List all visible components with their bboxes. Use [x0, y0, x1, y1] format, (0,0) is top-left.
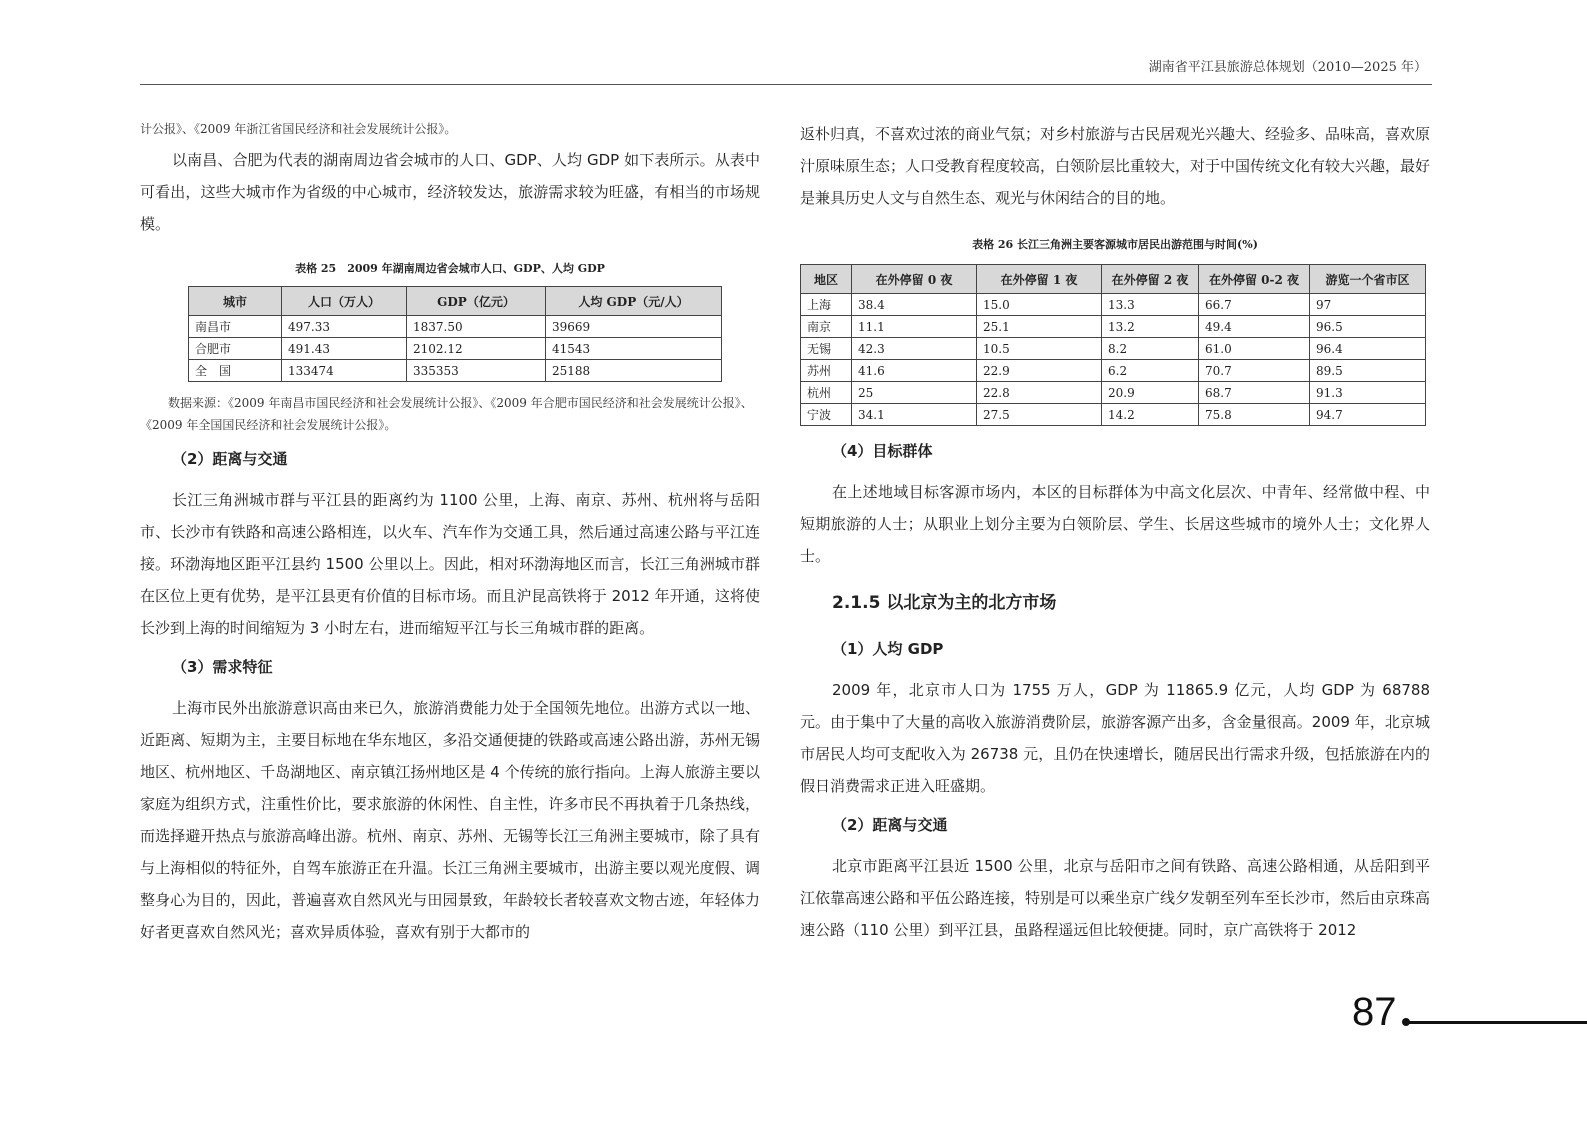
table26-header-0-night: 在外停留 0 夜 — [852, 265, 977, 294]
table-cell: 39669 — [546, 316, 722, 338]
table-cell: 合肥市 — [189, 338, 282, 360]
table-row — [189, 360, 722, 382]
table-cell: 42.3 — [852, 338, 977, 360]
table-cell: 15.0 — [977, 294, 1102, 316]
table-cell: 10.5 — [977, 338, 1102, 360]
section-heading-northern-market: 2.1.5 以北京为主的北方市场 — [832, 593, 1057, 613]
table-cell: 8.2 — [1102, 338, 1199, 360]
page-number-rule — [1406, 1021, 1587, 1024]
table-cell: 全 国 — [189, 360, 282, 382]
table26-header-row — [801, 265, 1426, 294]
data-source-note: 数据来源：《2009 年南昌市国民经济和社会发展统计公报》、《2009 年合肥市国民经济和社会发展统计公报》、《2009 年全国国民经济和社会发展统计公报》。 — [140, 396, 753, 432]
table-row — [189, 316, 722, 338]
table26-header-region: 地区 — [801, 265, 852, 294]
table-cell: 68.7 — [1199, 382, 1310, 404]
table-row — [801, 360, 1426, 382]
paragraph-beijing-gdp: 2009 年，北京市人口为 1755 万人，GDP 为 11865.9 亿元，人均 GDP 为 68788 元。由于集中了大量的高收入旅游消费阶层，旅游客源产出多，含金量很高。2009 年，北京城市居民人均可支配收入为 26738 元，且仍在快速增长，随居民出行需求升级，包括旅游在内的假日消费需求正进入旺盛期。 — [800, 681, 1430, 795]
table-cell: 南京 — [801, 316, 852, 338]
table-cell: 41.6 — [852, 360, 977, 382]
table-cell: 6.2 — [1102, 360, 1199, 382]
table25-header-population: 人口（万人） — [282, 287, 407, 316]
table-cell: 49.4 — [1199, 316, 1310, 338]
table-row — [801, 382, 1426, 404]
table-cell: 34.1 — [852, 404, 977, 426]
table-cell: 89.5 — [1310, 360, 1426, 382]
table-cell: 91.3 — [1310, 382, 1426, 404]
table26-header-0-2-night: 在外停留 0-2 夜 — [1199, 265, 1310, 294]
table25-caption: 表格 25 2009 年湖南周边省会城市人口、GDP、人均 GDP — [295, 262, 605, 275]
table-cell: 66.7 — [1199, 294, 1310, 316]
table25-header-city: 城市 — [189, 287, 282, 316]
table-cell: 上海 — [801, 294, 852, 316]
table-cell: 1837.50 — [407, 316, 546, 338]
table26-header-one-province: 游览一个省市区 — [1310, 265, 1426, 294]
paragraph-continued: 返朴归真，不喜欢过浓的商业气氛；对乡村旅游与古民居观光兴趣大、经验多、品味高，喜欢原汁原味原生态；人口受教育程度较高，白领阶层比重较大，对于中国传统文化有较大兴趣，最好是兼具历史人文与自然生态、观光与休闲结合的目的地。 — [800, 125, 1431, 207]
table-cell: 335353 — [407, 360, 546, 382]
table-cell: 13.2 — [1102, 316, 1199, 338]
table-cell: 杭州 — [801, 382, 852, 404]
table25-header-row — [189, 287, 722, 316]
table-cell: 20.9 — [1102, 382, 1199, 404]
table-row — [801, 404, 1426, 426]
table26-caption: 表格 26 长江三角洲主要客源城市居民出游范围与时间(%) — [972, 238, 1258, 251]
table-cell: 75.8 — [1199, 404, 1310, 426]
paragraph-demand: 上海市民外出旅游意识高由来已久，旅游消费能力处于全国领先地位。出游方式以一地、近距离、短期为主，主要目标地在华东地区，多沿交通便捷的铁路或高速公路出游，苏州无锡地区、杭州地区、千岛湖地区、南京镇江扬州地区是 4 个传统的旅行指向。上海人旅游主要以家庭为组织方式，注重性价比，要求旅游的休闲性、自主性，许多市民不再执着于几条热线，而选择避开热点与旅游高峰出游。杭州、南京、苏州、无锡等长江三角洲主要城市，除了具有与上海相似的特征外，自驾车旅游正在升温。长江三角洲主要城市，出游主要以观光度假、调整身心为目的，因此，普遍喜欢自然风光与田园景致，年龄较长者较喜欢文物古迹，年轻体力好者更喜欢自然风光；喜欢异质体验，喜欢有别于大都市的 — [140, 699, 760, 941]
source-continuation: 计公报》、《2009 年浙江省国民经济和社会发展统计公报》。 — [140, 122, 457, 136]
table-row — [801, 294, 1426, 316]
table-cell: 南昌市 — [189, 316, 282, 338]
table-cell: 94.7 — [1310, 404, 1426, 426]
table-cell: 无锡 — [801, 338, 852, 360]
paragraph-distance-beijing: 北京市距离平江县近 1500 公里，北京与岳阳市之间有铁路、高速公路相通，从岳阳到平江依靠高速公路和平伍公路连接，特别是可以乘坐京广线夕发朝至列车至长沙市，然后由京珠高速公路（110 公里）到平江县，虽路程遥远但比较便捷。同时，京广高铁将于 2012 — [800, 857, 1431, 939]
running-header: 湖南省平江县旅游总体规划（2010—2025 年） — [1148, 60, 1427, 75]
heading-distance: （2）距离与交通 — [172, 450, 288, 468]
heading-gdp-per-capita: （1）人均 GDP — [832, 640, 944, 658]
left-column — [140, 118, 760, 948]
table-cell: 38.4 — [852, 294, 977, 316]
table25 — [188, 286, 722, 382]
page-number: 87 — [1352, 990, 1397, 1034]
heading-distance-beijing: （2）距离与交通 — [832, 816, 948, 834]
table-cell: 25 — [852, 382, 977, 404]
table26-header-1-night: 在外停留 1 夜 — [977, 265, 1102, 294]
table-cell: 27.5 — [977, 404, 1102, 426]
paragraph-distance: 长江三角洲城市群与平江县的距离约为 1100 公里，上海、南京、苏州、杭州将与岳阳市、长沙市有铁路和高速公路相连，以火车、汽车作为交通工具，然后通过高速公路与平江连接。环渤海地区距平江县约 1500 公里以上。因此，相对环渤海地区而言，长江三角洲城市群在区位上更有优势，是平江县更有价值的目标市场。而且沪昆高铁将于 2012 年开通，这将使长沙到上海的时间缩短为 3 小时左右，进而缩短平江与长三角城市群的距离。 — [140, 491, 760, 637]
table-cell: 25188 — [546, 360, 722, 382]
table-cell: 97 — [1310, 294, 1426, 316]
heading-demand: （3）需求特征 — [172, 658, 273, 676]
table25-header-gdp-per-capita: 人均 GDP（元/人） — [546, 287, 722, 316]
paragraph-target-group: 在上述地域目标客源市场内，本区的目标群体为中高文化层次、中青年、经常做中程、中短期旅游的人士；从职业上划分主要为白领阶层、学生、长居这些城市的境外人士；文化界人士。 — [800, 483, 1430, 565]
table-cell: 497.33 — [282, 316, 407, 338]
table25-header-gdp: GDP（亿元） — [407, 287, 546, 316]
table-row — [801, 338, 1426, 360]
table-cell: 苏州 — [801, 360, 852, 382]
table-cell: 133474 — [282, 360, 407, 382]
table-cell: 96.4 — [1310, 338, 1426, 360]
table-cell: 宁波 — [801, 404, 852, 426]
table-cell: 13.3 — [1102, 294, 1199, 316]
table26-header-2-night: 在外停留 2 夜 — [1102, 265, 1199, 294]
paragraph-intro: 以南昌、合肥为代表的湖南周边省会城市的人口、GDP、人均 GDP 如下表所示。从表中可看出，这些大城市作为省级的中心城市，经济较发达，旅游需求较为旺盛，有相当的市场规模。 — [140, 151, 760, 233]
table-cell: 22.8 — [977, 382, 1102, 404]
table-cell: 14.2 — [1102, 404, 1199, 426]
table-cell: 2102.12 — [407, 338, 546, 360]
right-column — [800, 118, 1430, 946]
heading-target-group: （4）目标群体 — [832, 442, 933, 460]
table-cell: 22.9 — [977, 360, 1102, 382]
table-cell: 11.1 — [852, 316, 977, 338]
table-cell: 96.5 — [1310, 316, 1426, 338]
table-cell: 61.0 — [1199, 338, 1310, 360]
table-cell: 70.7 — [1199, 360, 1310, 382]
table-cell: 491.43 — [282, 338, 407, 360]
header-rule — [140, 84, 1432, 85]
table-cell: 41543 — [546, 338, 722, 360]
table-cell: 25.1 — [977, 316, 1102, 338]
table-row — [801, 316, 1426, 338]
table26 — [800, 264, 1426, 426]
table-row — [189, 338, 722, 360]
